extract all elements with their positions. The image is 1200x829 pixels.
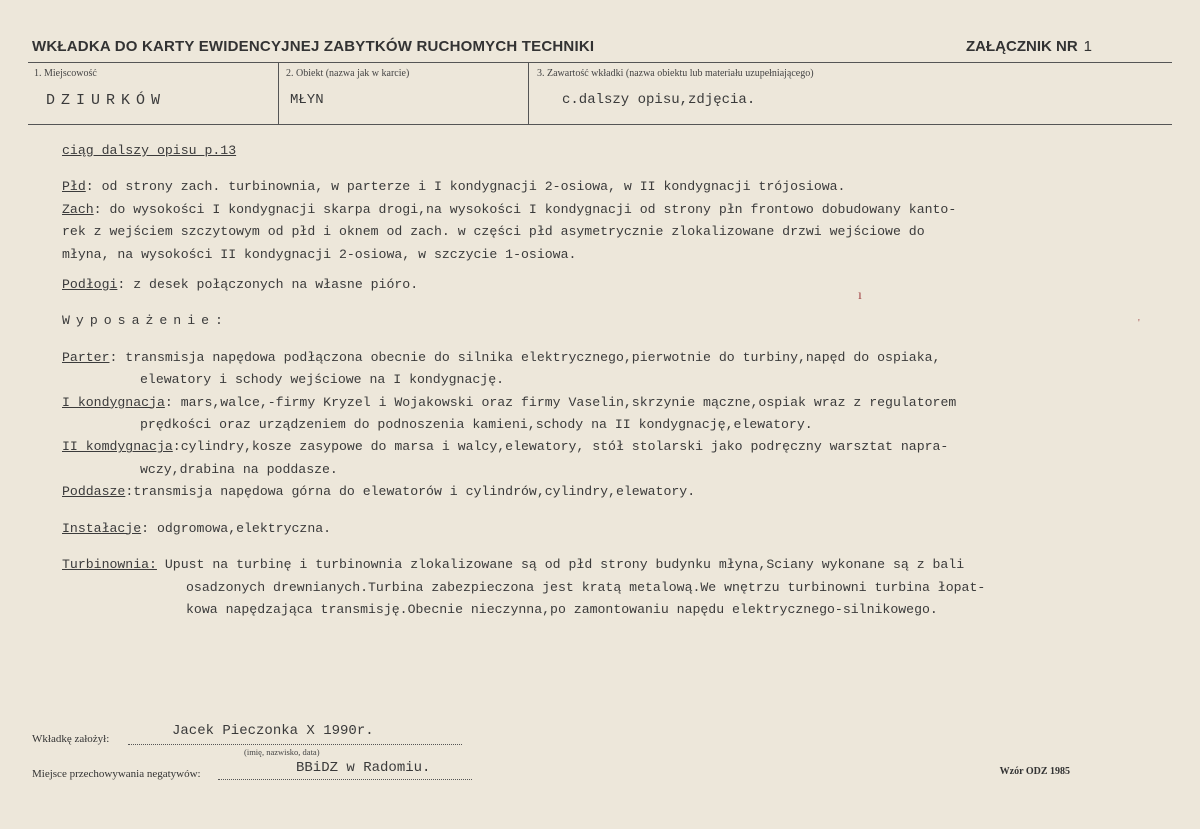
second-floor (62, 436, 1187, 458)
west-text-3: młyna, na wysokości II kondygnacji 2-osiowa, w szczycie 1-osiowa. (62, 246, 577, 262)
negatives-value: BBiDZ w Radomiu. (296, 760, 431, 776)
spacer (62, 296, 1187, 310)
west-text-1: : do wysokości I kondygnacji skarpa drogi,na wysokości I kondygnacji od strony płn frontowo dobudowany kanto- (93, 201, 957, 217)
annex-number: 1 (1083, 38, 1092, 55)
floors (62, 274, 1187, 296)
turbine-house-label: Turbinownia: (62, 557, 157, 573)
founded-dotted-line (128, 744, 462, 745)
equipment-heading: Wyposażenie: (62, 313, 229, 329)
ground-floor-text-1: : transmisja napędowa podłączona obecnie do silnika elektrycznego,pierwotnie do turbiny,napęd do ospiaka, (109, 349, 941, 365)
spacer (62, 333, 1187, 347)
form-title: WKŁADKA DO KARTY EWIDENCYJNEJ ZABYTKÓW RUCHOMYCH TECHNIKI (32, 38, 595, 55)
founded-value: Jacek Pieczonka X 1990r. (172, 723, 374, 739)
south-label: Płd (62, 179, 86, 195)
installations (62, 518, 1187, 540)
floors-text: : z desek połączonych na własne pióro. (117, 277, 419, 293)
turbine-house-text-1: Upust na turbinę i turbinownia zlokalizowane są od płd strony budynku młyna,Sciany wykonane są z bali (156, 557, 965, 573)
contents-value: c.dalszy opisu,zdjęcia. (562, 92, 756, 108)
locality-value: DZIURKÓW (46, 92, 167, 109)
negatives-label: Miejsce przechowywania negatywów: (32, 768, 201, 780)
ground-floor-label: Parter (62, 349, 110, 365)
second-floor-text-2: wczy,drabina na poddasze. (140, 461, 338, 477)
west-facade (62, 199, 1187, 221)
attic (62, 481, 1187, 503)
south-facade (62, 176, 1187, 198)
ground-floor-text-2: elewatory i schody wejściowe na I kondygnację. (140, 372, 505, 388)
annex-label (966, 38, 1092, 55)
annex-label-text: ZAŁĄCZNIK NR (966, 38, 1078, 55)
ground-floor (62, 347, 1187, 369)
object-value: MŁYN (290, 92, 324, 108)
first-floor-text-2: prędkości oraz urządzeniem do podnoszenia kamieni,schody na II kondygnację,elewatory. (140, 417, 813, 433)
turbine-house-text-3: kowa napędzająca transmisję.Obecnie nieczynna,po zamontowaniu napędu elektrycznego-silnikowego. (186, 601, 938, 617)
floors-label: Podłogi (62, 277, 118, 293)
installations-text: : odgromowa,elektryczna. (141, 520, 332, 536)
south-text: : od strony zach. turbinownia, w parterze i I kondygnacji 2-osiowa, w II kondygnacji trójosiowa. (85, 179, 846, 195)
spacer (62, 540, 1187, 554)
first-floor-label: I kondygnacja (62, 394, 165, 410)
west-label: Zach (62, 201, 94, 217)
installations-label: Instałacje (62, 520, 142, 536)
turbine-house (62, 554, 1187, 576)
cell-divider-1 (278, 62, 279, 124)
first-floor (62, 392, 1187, 414)
spacer (62, 162, 1187, 176)
spacer (62, 504, 1187, 518)
turbine-house-text-2: osadzonych drewnianych.Turbina zabezpieczona jest kratą metalową.We wnętrzu turbinowni turbina łopat- (186, 579, 986, 595)
form-template-code: Wzór ODZ 1985 (999, 766, 1070, 777)
header-rule-bottom (28, 124, 1172, 125)
red-pen-mark: ' (1138, 318, 1140, 329)
locality-label: 1. Miejscowość (34, 68, 97, 79)
spacer (62, 266, 1187, 274)
continuation-heading: ciąg dalszy opisu p.13 (62, 143, 237, 158)
description-body (62, 140, 1187, 621)
contents-label: 3. Zawartość wkładki (nazwa obiektu lub materiału uzupełniającego) (537, 68, 814, 79)
west-text-2: rek z wejściem szczytowym od płd i oknem od zach. w części płd asymetrycznie zlokalizowane drzwi wejściowe do (62, 224, 925, 240)
first-floor-text-1: : mars,walce,-firmy Kryzel i Wojakowski oraz firmy Vaselin,skrzynie mączne,ospiak wraz z regulatorem (164, 394, 957, 410)
red-pen-mark: ı (858, 288, 862, 303)
founded-note: (imię, nazwisko, data) (244, 747, 320, 757)
header-rule-top (28, 62, 1172, 63)
object-label: 2. Obiekt (nazwa jak w karcie) (286, 68, 410, 79)
founded-label: Wkładkę założył: (32, 733, 110, 745)
second-floor-label: II komdygnacja (62, 439, 173, 455)
negatives-dotted-line (218, 779, 472, 780)
attic-text: :transmisja napędowa górna do elewatorów i cylindrów,cylindry,elewatory. (125, 484, 696, 500)
attic-label: Poddasze (62, 484, 126, 500)
second-floor-text-1: :cylindry,kosze zasypowe do marsa i walcy,elewatory, stół stolarski jako podręczny warsztat napra- (172, 439, 949, 455)
cell-divider-2 (528, 62, 529, 124)
